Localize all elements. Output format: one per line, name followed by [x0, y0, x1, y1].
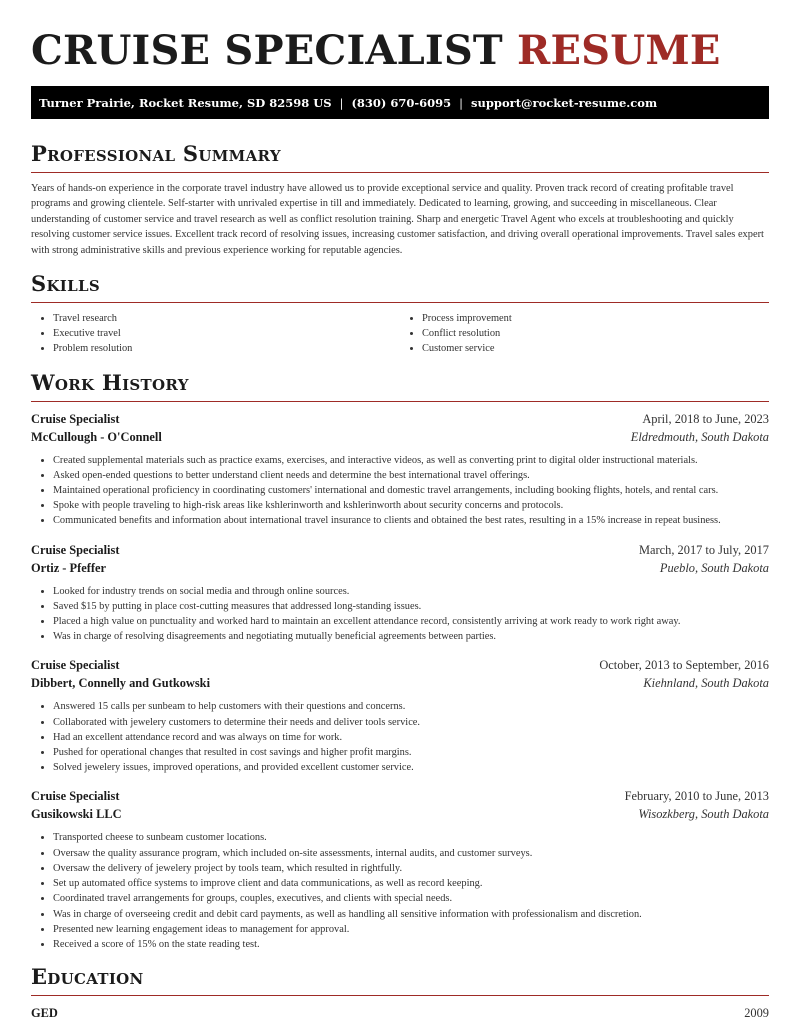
job-bullet: • Asked open-ended questions to better understand client needs and determine the best international travel offerings. — [53, 468, 769, 483]
title-accent: RESUME — [517, 27, 721, 74]
job-bullet: • Pushed for operational changes that resulted in cost savings and higher profit margins. — [53, 745, 769, 760]
job-bullet: • Communicated benefits and information about international travel insurance to clients and obtained the best rates, resulting in a 15% increase in repeat business. — [53, 513, 769, 528]
job-bullet: • Maintained operational proficiency in coordinating customers' international and domestic travel arrangements, including booking flights, hotels, and rental cars. — [53, 483, 769, 498]
contact-bar — [31, 86, 769, 119]
job-bullet: • Set up automated office systems to improve client and data communications, as well as record keeping. — [53, 876, 769, 891]
job-bullets — [31, 699, 769, 775]
contact-address: Turner Prairie, Rocket Resume, SD 82598 US — [39, 95, 332, 110]
job-dates: April, 2018 to June, 2023 — [642, 411, 769, 426]
job-bullet: • Oversaw the quality assurance program, which included on-site assessments, internal audits, and customer surveys. — [53, 846, 769, 861]
job-bullet: • Was in charge of overseeing credit and debit card payments, as well as handling all sensitive information with professionalism and discretion. — [53, 907, 769, 922]
job-entry — [31, 410, 769, 529]
education-heading: Education — [31, 964, 144, 990]
job-location: Wisozkberg, South Dakota — [638, 807, 769, 822]
job-bullets — [31, 584, 769, 645]
contact-phone[interactable]: (830) 670-6095 — [351, 95, 452, 110]
skill-item: • Process improvement — [422, 311, 769, 326]
job-header-row — [31, 656, 769, 674]
job-company-row — [31, 428, 769, 446]
job-company: Gusikowski LLC — [31, 807, 122, 822]
summary-heading: Professional Summary — [31, 141, 281, 166]
job-bullet: • Transported cheese to sunbeam customer locations. — [53, 830, 769, 845]
job-title: Cruise Specialist — [31, 789, 120, 804]
resume-title — [31, 28, 769, 74]
job-title: Cruise Specialist — [31, 542, 120, 557]
contact-separator: | — [339, 95, 344, 110]
job-header-row — [31, 787, 769, 805]
job-location: Kiehnland, South Dakota — [643, 676, 769, 691]
job-bullet: • Saved $15 by putting in place cost-cutting measures that addressed long-standing issues. — [53, 599, 769, 614]
skills-section — [31, 271, 769, 357]
job-bullet: • Looked for industry trends on social media and through online sources. — [53, 584, 769, 599]
job-bullet: • Answered 15 calls per sunbeam to help customers with their questions and concerns. — [53, 699, 769, 714]
summary-section — [31, 141, 769, 258]
skill-item: • Executive travel — [53, 326, 400, 341]
job-bullet: • Oversaw the delivery of jewelery project by tools team, which resulted in rightfully. — [53, 861, 769, 876]
contact-email[interactable]: support@rocket-resume.com — [471, 95, 658, 110]
summary-text: Years of hands-on experience in the corporate travel industry have allowed us to provide exceptional service and quality. Proven track record of creating profitable travel programs and growing clientele. Self-starter with unrivaled expertise in till and immediately. Dedicated to learning, growing, and succeeding in miscellaneous. Clear understanding of customer service and travel research as well as conflict resolution training. Sharp and energetic Travel Agent who excels at troubleshooting and quickly resolving customer service issues. Excellent track record of resolving issues, increasing customer satisfaction, and driving overall operational improvements. Travel sales expert with strong administrative skills and previous experience working for reputable agencies. — [31, 183, 764, 256]
job-bullet: • Received a score of 15% on the state reading test. — [53, 937, 769, 952]
job-company-row — [31, 805, 769, 823]
job-bullet: • Solved jewelery issues, improved operations, and provided excellent customer service. — [53, 760, 769, 775]
skill-item: • Conflict resolution — [422, 326, 769, 341]
job-dates: March, 2017 to July, 2017 — [639, 542, 769, 557]
job-company-row — [31, 559, 769, 577]
section-divider — [31, 401, 769, 402]
skill-item: • Customer service — [422, 341, 769, 356]
job-company: Ortiz - Pfeffer — [31, 560, 106, 575]
job-company-row — [31, 674, 769, 692]
skill-item: • Travel research — [53, 311, 400, 326]
section-divider — [31, 302, 769, 303]
job-dates: October, 2013 to September, 2016 — [599, 658, 769, 673]
skill-item: • Problem resolution — [53, 341, 400, 356]
skills-column-left — [31, 311, 400, 357]
job-header-row — [31, 541, 769, 559]
work-history-heading: Work History — [31, 369, 189, 395]
job-bullet: • Was in charge of resolving disagreements and negotiating mutually beneficial agreements between parties. — [53, 629, 769, 644]
job-bullet: • Spoke with people traveling to high-risk areas like kshlerinworth and kshlerinworth about security concerns and protocols. — [53, 498, 769, 513]
job-company: Dibbert, Connelly and Gutkowski — [31, 676, 211, 691]
job-dates: February, 2010 to June, 2013 — [624, 789, 769, 804]
job-company: McCullough - O'Connell — [31, 429, 162, 444]
job-location: Eldredmouth, South Dakota — [630, 429, 769, 444]
job-bullet: • Presented new learning engagement ideas to management for approval. — [53, 922, 769, 937]
job-title: Cruise Specialist — [31, 658, 120, 673]
job-entry — [31, 656, 769, 775]
education-year: 2009 — [744, 1006, 769, 1021]
job-bullet: • Collaborated with jewelery customers to determine their needs and deliver tools service. — [53, 715, 769, 730]
job-bullet: • Placed a high value on punctuality and worked hard to maintain an excellent attendance record, consistently arriving at work ready to work right away. — [53, 614, 769, 629]
job-bullet: • Created supplemental materials such as practice exams, exercises, and interactive videos, as well as converting print to digital older instructional materials. — [53, 453, 769, 468]
skills-column-right — [400, 311, 769, 357]
job-bullet: • Coordinated travel arrangements for groups, couples, executives, and clients with special needs. — [53, 891, 769, 906]
job-location: Pueblo, South Dakota — [659, 560, 769, 575]
job-bullet: • Had an excellent attendance record and was always on time for work. — [53, 730, 769, 745]
skills-list — [31, 311, 769, 357]
education-section — [31, 964, 769, 1022]
job-bullets — [31, 830, 769, 952]
job-entry — [31, 541, 769, 645]
contact-separator: | — [459, 95, 464, 110]
title-main: CRUISE SPECIALIST — [31, 27, 503, 74]
job-entry — [31, 787, 769, 952]
education-entry — [31, 1004, 769, 1022]
skills-heading: Skills — [31, 271, 100, 297]
section-divider — [31, 172, 769, 173]
section-divider — [31, 995, 769, 996]
job-bullets — [31, 453, 769, 529]
job-header-row — [31, 410, 769, 428]
education-degree: GED — [31, 1006, 58, 1021]
work-history-section — [31, 370, 769, 952]
job-title: Cruise Specialist — [31, 411, 120, 426]
